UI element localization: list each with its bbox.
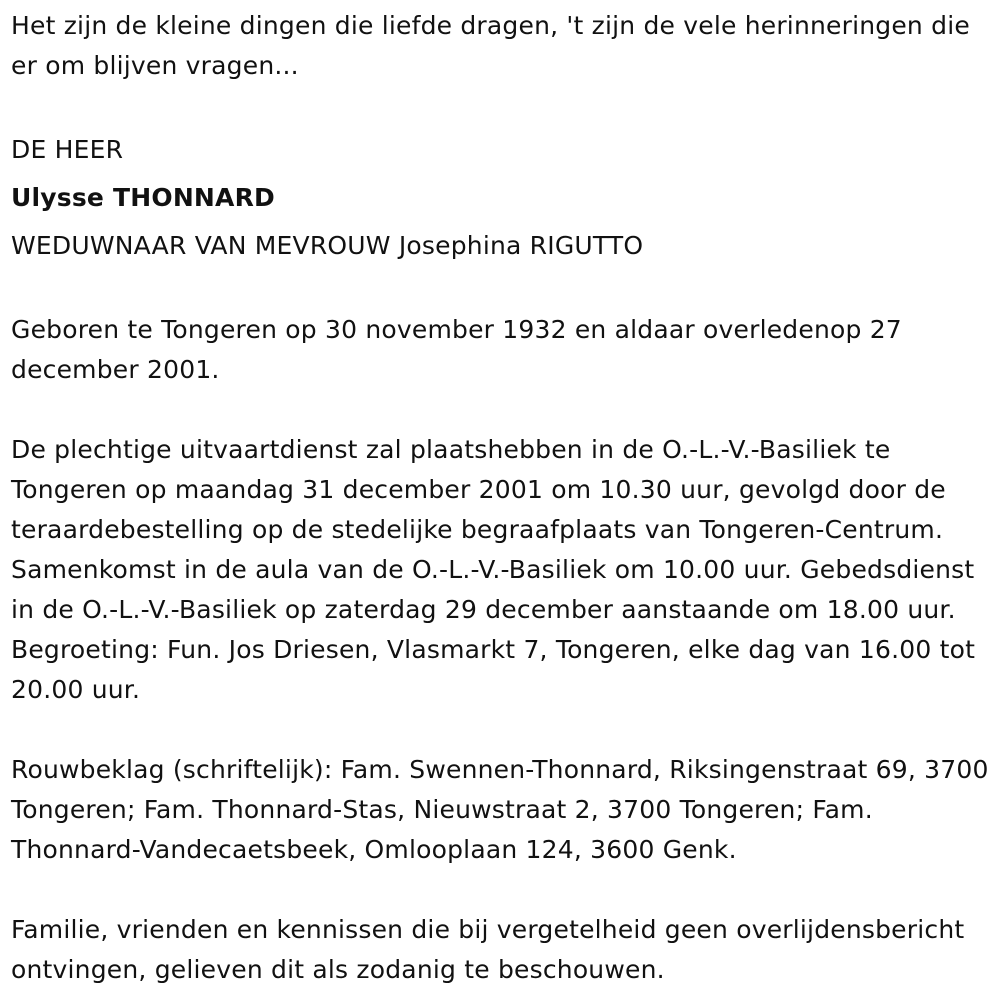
closing-note: Familie, vrienden en kennissen die bij vergetelheid geen overlijdensbericht ontvingen, gelieven dit als zodanig te beschouwen. — [11, 915, 965, 984]
birth-death-info: Geboren te Tongeren op 30 november 1932 en aldaar overledenop 27 december 2001. — [11, 315, 902, 384]
condolences-info: Rouwbeklag (schriftelijk): Fam. Swennen-Thonnard, Riksingenstraat 69, 3700 Tongeren; Fam. Thonnard-Stas, Nieuwstraat 2, 3700 Tongeren; Fam. Thonnard-Vandecaetsbeek, Omlooplaan 124, 3600 Genk. — [11, 755, 989, 864]
deceased-name: Ulysse THONNARD — [11, 183, 276, 212]
opening-quote: Het zijn de kleine dingen die liefde dragen, 't zijn de vele herinneringen die er om blijven vragen... — [11, 11, 970, 80]
widower-line: WEDUWNAAR VAN MEVROUW Josephina RIGUTTO — [11, 231, 644, 260]
honorific-title: DE HEER — [11, 135, 124, 164]
obituary-notice — [11, 6, 992, 990]
funeral-service-info: De plechtige uitvaartdienst zal plaatshebben in de O.-L.-V.-Basiliek te Tongeren op maandag 31 december 2001 om 10.30 uur, gevolgd door de teraardebestelling op de stedelijke begraafplaats van Tongeren-Centrum. Samenkomst in de aula van de O.-L.-V.-Basiliek om 10.00 uur. Gebedsdienst in de O.-L.-V.-Basiliek op zaterdag 29 december aanstaande om 18.00 uur. Begroeting: Fun. Jos Driesen, Vlasmarkt 7, Tongeren, elke dag van 16.00 tot 20.00 uur. — [11, 435, 976, 704]
